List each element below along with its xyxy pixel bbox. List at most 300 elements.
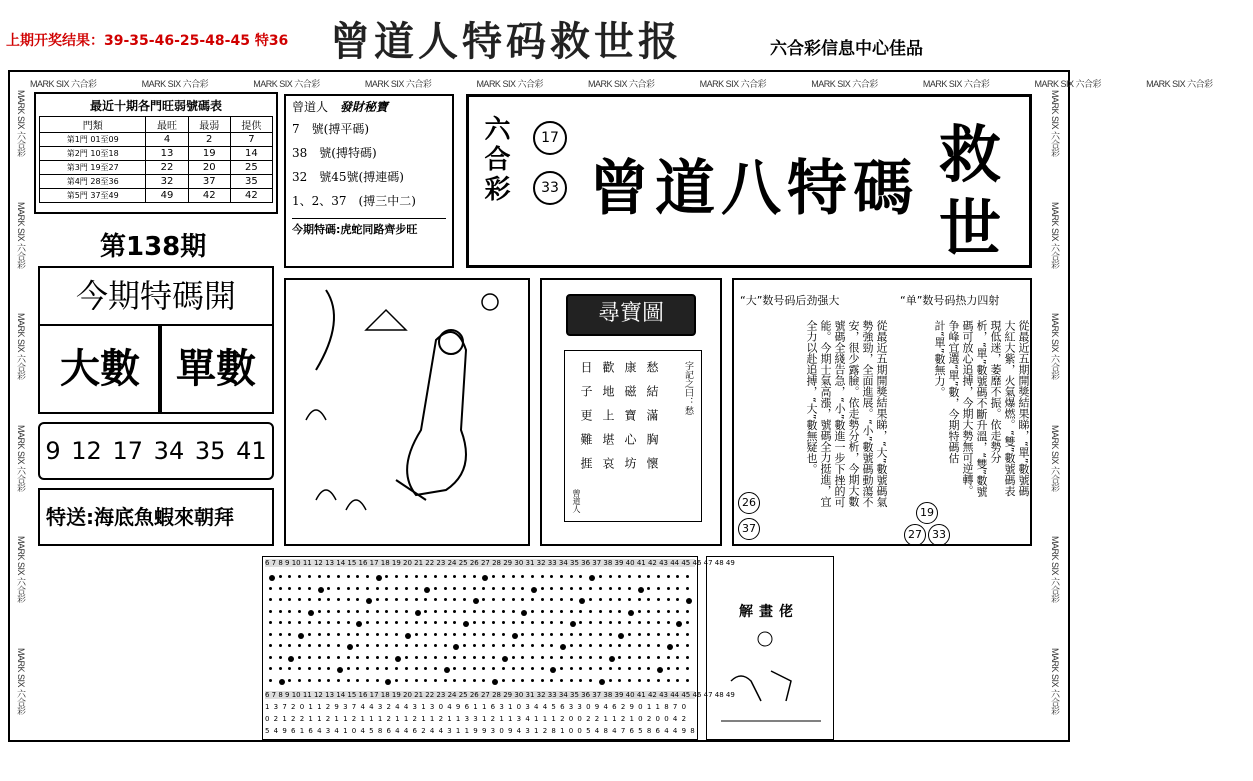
grid-dot: [463, 621, 469, 627]
grid-dot: [318, 679, 321, 682]
grid-dot: [269, 656, 272, 659]
grid-dot: [318, 575, 321, 578]
poem-line: 愁 結 滿 胸 懷: [645, 361, 659, 469]
grid-dot: [676, 575, 679, 578]
grid-dot: [395, 667, 398, 670]
grid-dot: [676, 633, 679, 636]
grid-dot: [415, 633, 418, 636]
grid-dot: [589, 587, 592, 590]
table-row: [40, 161, 273, 175]
grid-dot: [279, 621, 282, 624]
grid-dot: [385, 633, 388, 636]
logo-box: [466, 94, 1032, 268]
grid-dot: [298, 667, 301, 670]
grid-dot: [327, 679, 330, 682]
grid-dot: [570, 598, 573, 601]
big-label: 大數: [60, 346, 140, 392]
pick-number: 35: [194, 437, 226, 465]
grid-dot: [376, 587, 379, 590]
grid-dot: [647, 679, 650, 682]
watermark: MARK SIX 六合彩: [699, 79, 767, 89]
grid-dot: [531, 679, 534, 682]
grid-dot: [405, 575, 408, 578]
publisher: 六合彩信息中心佳品: [770, 39, 923, 59]
grid-dot: [269, 575, 275, 581]
grid-dot: [560, 633, 563, 636]
grid-dot: [366, 667, 369, 670]
single-box: [158, 324, 274, 414]
grid-dot: [356, 633, 359, 636]
grid-dot: [376, 656, 379, 659]
grid-dot: [618, 633, 624, 639]
grid-dot: [434, 610, 437, 613]
grid-dot: [628, 598, 631, 601]
grid-dot: [337, 656, 340, 659]
grid-dot: [356, 621, 362, 627]
grid-dot: [492, 587, 495, 590]
grid-dot: [609, 587, 612, 590]
grid-dot: [405, 656, 408, 659]
painting-box: [284, 278, 530, 546]
grid-dot: [686, 633, 689, 636]
grid-dot: [395, 610, 398, 613]
grid-dot: [609, 679, 612, 682]
grid-dot: [560, 656, 563, 659]
watermark-strip-right: [1046, 90, 1065, 730]
grid-dot: [492, 656, 495, 659]
grid-dot: [560, 575, 563, 578]
grid-dot: [521, 575, 524, 578]
grid-dot: [415, 621, 418, 624]
grid-dot: [385, 679, 391, 685]
grid-dot: [327, 656, 330, 659]
grid-dot: [453, 598, 456, 601]
issue-number: 第138期: [100, 232, 207, 262]
grid-dot: [482, 598, 485, 601]
grid-dot: [356, 656, 359, 659]
grid-dot: [473, 587, 476, 590]
rank-cell: 32: [146, 175, 188, 189]
pick-number: 9: [45, 437, 61, 465]
grid-dot: [405, 667, 408, 670]
grid-dot: [395, 598, 398, 601]
grid-dot: [628, 610, 634, 616]
grid-dot: [395, 575, 398, 578]
grid-dot: [308, 598, 311, 601]
grid-dot: [366, 575, 369, 578]
grid-dot: [356, 679, 359, 682]
grid-dot: [356, 587, 359, 590]
grid-dot: [618, 656, 621, 659]
grid-dot: [347, 656, 350, 659]
grid-dot: [453, 621, 456, 624]
grid-dot: [482, 621, 485, 624]
grid-dot: [279, 610, 282, 613]
grid-dot: [434, 656, 437, 659]
grid-dot: [647, 656, 650, 659]
grid-dot: [550, 610, 553, 613]
grid-dot: [269, 610, 272, 613]
watermark: MARK SIX 六合彩: [1050, 648, 1060, 715]
grid-dot: [521, 679, 524, 682]
grid-dot: [463, 679, 466, 682]
grid-dot: [638, 667, 641, 670]
grid-dot: [628, 621, 631, 624]
table-row: [40, 189, 273, 203]
grid-dot: [492, 667, 495, 670]
rank-cell: 4: [146, 133, 188, 147]
grid-dot: [288, 667, 291, 670]
analysis-left-text: 從最近五期開獎結果睇，“大”數號碼氣勢強勁，全面進展。“小”數號碼動蕩不安，很少露臉。依走勢分析，今期大數號碼全綫告急，“小”數進一步下挫的可能。今期士氣高漲，號碼全力挺進，宜全力以赴追搏，“大”數無疑也。: [805, 320, 888, 508]
grid-dot: [589, 656, 592, 659]
grid-dot: [618, 598, 621, 601]
grid-dot: [376, 621, 379, 624]
grid-dot: [463, 598, 466, 601]
rank-cell: 7: [230, 133, 272, 147]
table-row: [40, 175, 273, 189]
grid-dot: [686, 679, 689, 682]
grid-dot: [424, 610, 427, 613]
grid-dot: [686, 598, 692, 604]
grid-dot: [347, 575, 350, 578]
grid-dot: [667, 656, 670, 659]
grid-dot: [298, 610, 301, 613]
grid-dot: [657, 679, 660, 682]
grid-dot: [502, 621, 505, 624]
grid-dot: [298, 656, 301, 659]
grid-dot: [570, 610, 573, 613]
grid-dot: [405, 679, 408, 682]
grid-dot: [550, 587, 553, 590]
watermark: MARK SIX 六合彩: [1146, 79, 1213, 89]
rank-table: [39, 116, 273, 203]
grid-dot: [444, 610, 447, 613]
grid-dot: [318, 621, 321, 624]
grid-dot: [599, 598, 602, 601]
grid-dot: [657, 587, 660, 590]
rank-header: 門類: [40, 117, 146, 133]
grid-dot: [463, 644, 466, 647]
grid-dot: [366, 598, 372, 604]
grid-dot: [657, 598, 660, 601]
grid-dot: [269, 644, 272, 647]
grid-dot: [560, 667, 563, 670]
grid-dot: [424, 587, 430, 593]
grid-dot: [444, 575, 447, 578]
grid-dot: [308, 667, 311, 670]
grid-dot: [638, 598, 641, 601]
ball-number: 33: [541, 180, 559, 196]
tip-line: 1、2、37 (搏三中二): [292, 194, 416, 208]
grid-dot: [337, 621, 340, 624]
grid-dot: [395, 679, 398, 682]
analysis-right-text: 從最近五期開獎結果睇，“單”數號碼大紅大紫，火氣爆燃。“雙”數號碼表現低迷，萎靡不振。依走勢分析，“單”數號碼不斷升溫，“雙”數號碼可放心追搏，今期大勢無可逆轉。争峰宜選“單”數，今期特碼估計“單”數無力。: [933, 320, 1030, 497]
grid-dot: [512, 610, 515, 613]
tip-line: 38 號(搏特碼): [292, 146, 377, 160]
grid-dot: [463, 610, 466, 613]
watermark: MARK SIX 六合彩: [364, 79, 432, 89]
ball-icon: [904, 524, 926, 546]
grid-dot: [453, 610, 456, 613]
rank-cell: 第5門 37至49: [40, 189, 146, 203]
grid-dot: [463, 656, 466, 659]
grid-dot: [618, 587, 621, 590]
grid-dot: [550, 575, 553, 578]
watermark: MARK SIX 六合彩: [811, 79, 878, 89]
grid-dot: [298, 598, 301, 601]
grid-dot: [609, 633, 612, 636]
grid-dot: [638, 575, 641, 578]
grid-dot: [667, 667, 670, 670]
grid-dot: [599, 679, 605, 685]
grid-dot: [599, 610, 602, 613]
grid-dot: [347, 667, 350, 670]
grid-dot: [269, 621, 272, 624]
grid-dot: [279, 587, 282, 590]
grid-dot: [492, 644, 495, 647]
grid-dot: [676, 679, 679, 682]
scroll-panel: [564, 350, 702, 522]
grid-dot: [657, 633, 660, 636]
grid-dot: [279, 644, 282, 647]
grid-dot: [589, 667, 592, 670]
grid-dot: [686, 621, 689, 624]
rank-cell: 13: [146, 147, 188, 161]
masthead-title: 曾道人特码救世报: [330, 18, 682, 65]
grid-dot: [356, 644, 359, 647]
grid-dot: [579, 610, 582, 613]
grid-dot: [531, 587, 537, 593]
grid-dot: [337, 667, 343, 673]
grid-dot: [463, 575, 466, 578]
grid-dot: [492, 575, 495, 578]
grid-dot: [453, 633, 456, 636]
grid-dot: [269, 667, 272, 670]
grid-dot: [463, 587, 466, 590]
comic-illustration: [711, 621, 829, 733]
grid-dot: [609, 598, 612, 601]
grid-dot: [676, 610, 679, 613]
watermark: MARK SIX 六合彩: [588, 79, 655, 89]
grid-dot: [434, 633, 437, 636]
grid-dot: [444, 656, 447, 659]
tips-box: [284, 94, 454, 268]
grid-dot: [385, 656, 388, 659]
grid-dot: [676, 598, 679, 601]
analysis-box: [732, 278, 1032, 546]
grid-dot: [570, 587, 573, 590]
ball-icon: [928, 524, 950, 546]
grid-dot: [560, 679, 563, 682]
grid-dot: [473, 610, 476, 613]
grid-dot: [279, 633, 282, 636]
grid-dot: [298, 633, 304, 639]
grid-dot: [385, 621, 388, 624]
grid-dot: [531, 656, 534, 659]
grid-dot: [570, 644, 573, 647]
grid-dot: [318, 598, 321, 601]
grid-dot: [550, 656, 553, 659]
grid-dot: [308, 656, 311, 659]
grid-dot: [366, 644, 369, 647]
grid-dot: [647, 598, 650, 601]
grid-dot: [531, 633, 534, 636]
grid-dot: [521, 598, 524, 601]
grid-dot: [308, 575, 311, 578]
grid-dot: [512, 587, 515, 590]
grid-dot: [318, 667, 321, 670]
grid-dot: [482, 679, 485, 682]
grid-dot: [638, 621, 641, 624]
grid-dot: [599, 656, 602, 659]
grid-dot: [502, 656, 508, 662]
grid-dot: [628, 679, 631, 682]
watermark: MARK SIX 六合彩: [1050, 536, 1060, 603]
single-label: 單數: [176, 346, 256, 392]
ball-icon: [738, 492, 760, 514]
grid-dot: [609, 575, 612, 578]
grid-dot: [579, 679, 582, 682]
analysis-left-head: “大”数号码后劲强大: [740, 294, 840, 307]
comic-title: 解畫佬: [739, 604, 799, 620]
grid-dot: [686, 587, 689, 590]
grid-dot: [269, 587, 272, 590]
grid-dot: [298, 679, 301, 682]
poem-signature: 曾道人: [572, 489, 581, 513]
grid-dot: [424, 679, 427, 682]
grid-dot: [434, 644, 437, 647]
grid-dot: [298, 621, 301, 624]
numbers-box: [38, 422, 274, 480]
rank-cell: 37: [188, 175, 230, 189]
grid-dot: [502, 587, 505, 590]
watermark: MARK SIX 六合彩: [1050, 201, 1060, 269]
grid-dot: [647, 633, 650, 636]
grid-dot: [628, 633, 631, 636]
grid-dot: [308, 644, 311, 647]
grid-dot: [579, 575, 582, 578]
tip-line: 32 號45號(搏連碼): [292, 170, 404, 184]
table-row: [40, 147, 273, 161]
grid-dot: [492, 598, 495, 601]
grid-dot: [570, 679, 573, 682]
grid-dot: [589, 633, 592, 636]
grid-dot: [550, 667, 556, 673]
grid-dot: [531, 644, 534, 647]
rank-cell: 25: [230, 161, 272, 175]
grid-dot: [609, 621, 612, 624]
grid-dot: [638, 656, 641, 659]
grid-dot: [502, 679, 505, 682]
grid-dot: [347, 644, 353, 650]
ball-number: 37: [742, 522, 756, 535]
grid-dot: [521, 667, 524, 670]
grid-dot: [657, 575, 660, 578]
grid-dot: [337, 575, 340, 578]
grid-dot: [570, 656, 573, 659]
grid-dot: [667, 644, 673, 650]
grid-dot: [395, 587, 398, 590]
grid-dot: [356, 610, 359, 613]
rank-header: 最旺: [146, 117, 188, 133]
grid-dot: [434, 587, 437, 590]
grid-dot: [599, 587, 602, 590]
grid-dot: [676, 587, 679, 590]
grid-dot: [405, 587, 408, 590]
grid-dot: [521, 621, 524, 624]
rank-cell: 42: [188, 189, 230, 203]
grid-dot: [424, 621, 427, 624]
grid-dot: [288, 610, 291, 613]
grid-dot: [599, 633, 602, 636]
watermark: MARK SIX 六合彩: [1050, 90, 1060, 157]
grid-dot: [347, 587, 350, 590]
grid-dot: [599, 644, 602, 647]
grid-dot: [376, 633, 379, 636]
grid-dot: [667, 575, 670, 578]
grid-dot: [444, 633, 447, 636]
grid-dot: [318, 644, 321, 647]
watermark: MARK SIX 六合彩: [16, 648, 26, 715]
ball-number: 27: [908, 528, 922, 541]
grid-dot: [405, 633, 411, 639]
grid-dot: [415, 587, 418, 590]
grid-dot: [376, 667, 379, 670]
comic-box: [706, 556, 834, 740]
grid-dot: [385, 575, 388, 578]
grid-dot: [288, 679, 291, 682]
watermark: MARK SIX 六合彩: [16, 90, 26, 157]
grid-dot: [288, 644, 291, 647]
number-grid-box: [262, 556, 735, 740]
grid-dot: [376, 610, 379, 613]
rank-header: 最弱: [188, 117, 230, 133]
grid-dot: [405, 644, 408, 647]
grid-row: 1 3 7 2 0 1 1 2 9 3 7 4 4 3 2 4 4 3 1 3 0 4 9 6 1 1 6 3 1 0 3 4 4 5 6 3 3 0 9 4 6 2 9 0 1 1 8 7 0: [265, 703, 688, 711]
grid-dot: [647, 667, 650, 670]
grid-dot: [512, 633, 518, 639]
grid-dot: [444, 598, 447, 601]
lady-painting-illustration: [286, 280, 528, 544]
watermark-strip-top: [30, 72, 1213, 89]
grid-dot: [686, 667, 689, 670]
last-result: 上期开奖结果：39-35-46-25-48-45 特36: [6, 33, 289, 49]
grid-dot: [550, 598, 553, 601]
grid-dot: [453, 679, 456, 682]
grid-dot: [376, 598, 379, 601]
grid-dot: [453, 587, 456, 590]
grid-dot: [589, 644, 592, 647]
grid-dot: [638, 610, 641, 613]
grid-dot: [482, 667, 485, 670]
grid-dot: [288, 633, 291, 636]
grid-dot: [405, 598, 408, 601]
grid-dot: [347, 633, 350, 636]
grid-dot: [463, 633, 466, 636]
grid-dot: [512, 656, 515, 659]
grid-dot: [444, 621, 447, 624]
grid-dot: [327, 610, 330, 613]
grid-dot: [434, 667, 437, 670]
ball-number: 17: [541, 130, 559, 146]
grid-dot: [366, 679, 369, 682]
grid-dot: [308, 587, 311, 590]
grid-dot: [609, 644, 612, 647]
grid-dot: [453, 575, 456, 578]
grid-dot: [288, 575, 291, 578]
ball-number: 26: [742, 496, 756, 509]
grid-dot: [415, 598, 418, 601]
